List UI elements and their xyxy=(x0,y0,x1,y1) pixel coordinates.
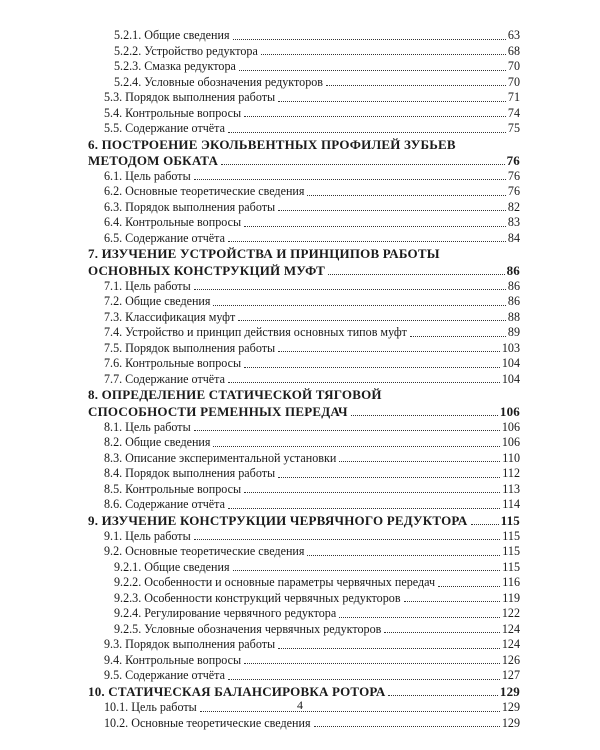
dot-leader xyxy=(278,477,500,478)
dot-leader xyxy=(239,70,506,71)
toc-chapter-heading-line: 7. ИЗУЧЕНИЕ УСТРОЙСТВА И ПРИНЦИПОВ РАБОТЫ xyxy=(88,246,440,262)
toc-entry[interactable] xyxy=(88,279,520,295)
dot-leader xyxy=(314,726,500,727)
toc-entry-page: 110 xyxy=(502,450,520,465)
toc-entry-title: 9.2. Основные теоретические сведения xyxy=(104,544,305,559)
dot-leader xyxy=(244,226,506,227)
toc-entry-page: 113 xyxy=(502,481,520,496)
dot-leader xyxy=(307,555,500,556)
toc-entry[interactable] xyxy=(88,591,520,607)
toc-entry-title: 10.1. Цель работы xyxy=(104,700,197,715)
dot-leader xyxy=(194,430,500,431)
toc-entry-title: 9.2.3. Особенности конструкций червячных редукторов xyxy=(114,590,401,605)
toc-chapter-heading-line: 6. ПОСТРОЕНИЕ ЭКОЛЬВЕНТНЫХ ПРОФИЛЕЙ ЗУБЬЕВ xyxy=(88,136,456,152)
toc-entry-title: 9.4. Контрольные вопросы xyxy=(104,652,242,667)
toc-entry-page: 114 xyxy=(502,497,520,512)
toc-entry-page: 74 xyxy=(507,105,520,120)
toc-entry[interactable] xyxy=(88,184,520,200)
toc-entry-title: 6.5. Содержание отчёта xyxy=(104,230,225,245)
toc-entry-page: 68 xyxy=(507,43,520,58)
toc-entry-title: 7.6. Контрольные вопросы xyxy=(104,356,242,371)
toc-entry-page: 126 xyxy=(501,652,520,667)
toc-entry-page: 75 xyxy=(507,121,520,135)
dot-leader xyxy=(228,132,506,133)
dot-leader xyxy=(307,195,505,196)
toc-entry[interactable] xyxy=(88,59,520,75)
toc-entry-title: 7.1. Цель работы xyxy=(104,278,191,293)
toc-entry-page: 104 xyxy=(501,356,520,371)
toc-entry[interactable] xyxy=(88,544,520,560)
toc-entry[interactable] xyxy=(88,560,520,576)
dot-leader xyxy=(438,586,500,587)
toc-entry-page: 76 xyxy=(507,168,520,183)
toc-entry[interactable] xyxy=(88,106,520,122)
toc-entry-title: 8.6. Содержание отчёта xyxy=(104,497,225,512)
toc-entry[interactable] xyxy=(88,325,520,341)
dot-leader xyxy=(278,648,500,649)
dot-leader xyxy=(233,39,506,40)
toc-entry-title: 5.2.2. Устройство редуктора xyxy=(114,43,258,58)
dot-leader xyxy=(326,85,506,86)
toc-entry-title: 5.2.1. Общие сведения xyxy=(114,28,230,42)
toc-entry[interactable] xyxy=(88,90,520,106)
dot-leader xyxy=(328,274,505,275)
dot-leader xyxy=(278,351,500,352)
dot-leader xyxy=(351,415,498,416)
dot-leader xyxy=(278,101,506,102)
toc-entry[interactable] xyxy=(88,75,520,91)
toc-entry[interactable] xyxy=(88,451,520,467)
toc-entry-page: 115 xyxy=(502,544,520,559)
dot-leader xyxy=(339,617,500,618)
toc-entry-title: 5.2.3. Смазка редуктора xyxy=(114,59,236,73)
toc-entry[interactable] xyxy=(88,28,520,44)
table-of-contents xyxy=(88,28,520,731)
toc-entry-page: 103 xyxy=(501,340,520,355)
toc-entry-title: 9.2.4. Регулирование червячного редуктора xyxy=(114,606,337,621)
toc-entry-page: 71 xyxy=(507,90,520,104)
toc-entry-page: 115 xyxy=(500,512,520,528)
toc-entry[interactable] xyxy=(88,294,520,310)
toc-entry-title: 10.2. Основные теоретические сведения xyxy=(104,715,311,730)
toc-entry-page: 89 xyxy=(507,325,520,340)
dot-leader xyxy=(471,524,499,525)
toc-entry[interactable] xyxy=(88,121,520,137)
toc-chapter-entry[interactable] xyxy=(88,404,520,420)
toc-entry-page: 127 xyxy=(501,668,520,683)
dot-leader xyxy=(228,382,500,383)
dot-leader xyxy=(221,164,505,165)
toc-entry-title: 6.3. Порядок выполнения работы xyxy=(104,199,276,214)
toc-entry[interactable] xyxy=(88,575,520,591)
toc-entry-title: 7.2. Общие сведения xyxy=(104,294,211,309)
dot-leader xyxy=(194,289,506,290)
toc-entry[interactable] xyxy=(88,44,520,60)
page-number: 4 xyxy=(297,698,303,712)
toc-entry-title: 5.3. Порядок выполнения работы xyxy=(104,90,276,104)
dot-leader xyxy=(194,179,506,180)
toc-entry-title: 9.1. Цель работы xyxy=(104,528,191,543)
toc-entry-page: 83 xyxy=(507,215,520,230)
toc-entry-title: 8.1. Цель работы xyxy=(104,419,191,434)
toc-entry-page: 76 xyxy=(507,184,520,199)
toc-entry[interactable] xyxy=(88,622,520,638)
toc-entry-page: 129 xyxy=(501,700,520,715)
toc-entry[interactable] xyxy=(88,420,520,436)
dot-leader xyxy=(404,601,501,602)
toc-entry[interactable] xyxy=(88,668,520,684)
dot-leader xyxy=(278,210,506,211)
toc-entry-page: 119 xyxy=(502,590,520,605)
toc-entry[interactable] xyxy=(88,200,520,216)
toc-entry[interactable] xyxy=(88,372,520,388)
dot-leader xyxy=(233,570,501,571)
toc-entry-title: 9.5. Содержание отчёта xyxy=(104,668,225,683)
toc-entry[interactable] xyxy=(88,653,520,669)
toc-chapter-heading-line: 8. ОПРЕДЕЛЕНИЕ СТАТИЧЕСКОЙ ТЯГОВОЙ xyxy=(88,387,382,403)
toc-entry-page: 129 xyxy=(499,683,520,699)
toc-entry-title: 10. СТАТИЧЕСКАЯ БАЛАНСИРОВКА РОТОРА xyxy=(88,683,386,699)
toc-entry[interactable] xyxy=(88,482,520,498)
toc-entry-page: 70 xyxy=(507,59,520,73)
toc-entry-page: 124 xyxy=(501,621,520,636)
toc-entry-title: 5.5. Содержание отчёта xyxy=(104,121,225,135)
toc-entry[interactable] xyxy=(88,356,520,372)
toc-entry[interactable] xyxy=(88,435,520,451)
toc-entry[interactable] xyxy=(88,606,520,622)
toc-entry-title: МЕТОДОМ ОБКАТА xyxy=(88,152,219,168)
dot-leader xyxy=(228,679,500,680)
toc-entry-title: 5.2.4. Условные обозначения редукторов xyxy=(114,74,323,89)
toc-entry[interactable] xyxy=(88,215,520,231)
toc-entry-title: 6.4. Контрольные вопросы xyxy=(104,215,242,230)
toc-entry[interactable] xyxy=(88,497,520,513)
toc-entry-title: 7.7. Содержание отчёта xyxy=(104,371,225,386)
dot-leader xyxy=(388,695,497,696)
toc-chapter-entry[interactable] xyxy=(88,513,520,529)
toc-entry-page: 106 xyxy=(499,403,520,419)
toc-entry-title: 6.1. Цель работы xyxy=(104,168,191,183)
toc-entry-title: 8.4. Порядок выполнения работы xyxy=(104,466,276,481)
toc-entry-page: 115 xyxy=(502,528,520,543)
toc-entry-page: 112 xyxy=(502,466,520,481)
toc-entry[interactable] xyxy=(88,341,520,357)
toc-entry-title: СПОСОБНОСТИ РЕМЕННЫХ ПЕРЕДАЧ xyxy=(88,403,348,419)
toc-entry-title: 8.3. Описание экспериментальной установки xyxy=(104,450,337,465)
toc-entry-page: 106 xyxy=(501,435,520,450)
toc-entry[interactable] xyxy=(88,716,520,732)
toc-entry-page: 106 xyxy=(501,419,520,434)
toc-entry-title: ОСНОВНЫХ КОНСТРУКЦИЙ МУФТ xyxy=(88,262,325,278)
toc-entry-title: 8.5. Контрольные вопросы xyxy=(104,481,242,496)
toc-entry[interactable] xyxy=(88,169,520,185)
dot-leader xyxy=(194,539,501,540)
toc-entry-page: 86 xyxy=(507,278,520,293)
dot-leader xyxy=(384,632,499,633)
toc-entry-title: 7.5. Порядок выполнения работы xyxy=(104,340,276,355)
toc-entry-page: 82 xyxy=(507,199,520,214)
dot-leader xyxy=(244,663,500,664)
dot-leader xyxy=(213,305,505,306)
toc-entry-title: 5.4. Контрольные вопросы xyxy=(104,105,242,120)
dot-leader xyxy=(244,492,500,493)
dot-leader xyxy=(238,320,506,321)
toc-entry-page: 104 xyxy=(501,371,520,386)
toc-entry-title: 8.2. Общие сведения xyxy=(104,435,211,450)
toc-entry-page: 122 xyxy=(501,606,520,621)
toc-chapter-entry[interactable] xyxy=(88,263,520,279)
toc-entry-title: 9.2.1. Общие сведения xyxy=(114,559,230,574)
dot-leader xyxy=(244,367,500,368)
toc-entry-title: 9. ИЗУЧЕНИЕ КОНСТРУКЦИИ ЧЕРВЯЧНОГО РЕДУКТОРА xyxy=(88,512,468,528)
toc-entry[interactable] xyxy=(88,231,520,247)
toc-entry-title: 9.2.5. Условные обозначения червячных редукторов xyxy=(114,621,382,636)
toc-entry-page: 124 xyxy=(501,637,520,652)
dot-leader xyxy=(213,446,499,447)
dot-leader xyxy=(261,54,506,55)
toc-entry-page: 84 xyxy=(507,230,520,245)
dot-leader xyxy=(228,508,500,509)
toc-entry-page: 63 xyxy=(507,28,520,42)
toc-entry-title: 7.4. Устройство и принцип действия основных типов муфт xyxy=(104,325,407,340)
dot-leader xyxy=(228,241,506,242)
toc-entry-page: 70 xyxy=(507,74,520,89)
toc-entry-page: 115 xyxy=(502,559,520,574)
toc-entry-page: 86 xyxy=(507,294,520,309)
toc-entry-page: 116 xyxy=(502,575,520,590)
dot-leader xyxy=(244,116,506,117)
dot-leader xyxy=(410,336,506,337)
toc-entry-title: 7.3. Классификация муфт xyxy=(104,309,236,324)
toc-entry[interactable] xyxy=(88,529,520,545)
toc-entry-page: 86 xyxy=(506,262,520,278)
toc-entry-title: 9.2.2. Особенности и основные параметры червячных передач xyxy=(114,575,436,590)
toc-entry[interactable] xyxy=(88,310,520,326)
toc-chapter-entry[interactable] xyxy=(88,153,520,169)
toc-entry-page: 88 xyxy=(507,309,520,324)
dot-leader xyxy=(339,461,500,462)
toc-entry-title: 9.3. Порядок выполнения работы xyxy=(104,637,276,652)
toc-entry-page: 76 xyxy=(506,152,520,168)
toc-entry-title: 6.2. Основные теоретические сведения xyxy=(104,184,305,199)
toc-entry[interactable] xyxy=(88,466,520,482)
toc-entry-page: 129 xyxy=(501,715,520,730)
toc-entry[interactable] xyxy=(88,637,520,653)
